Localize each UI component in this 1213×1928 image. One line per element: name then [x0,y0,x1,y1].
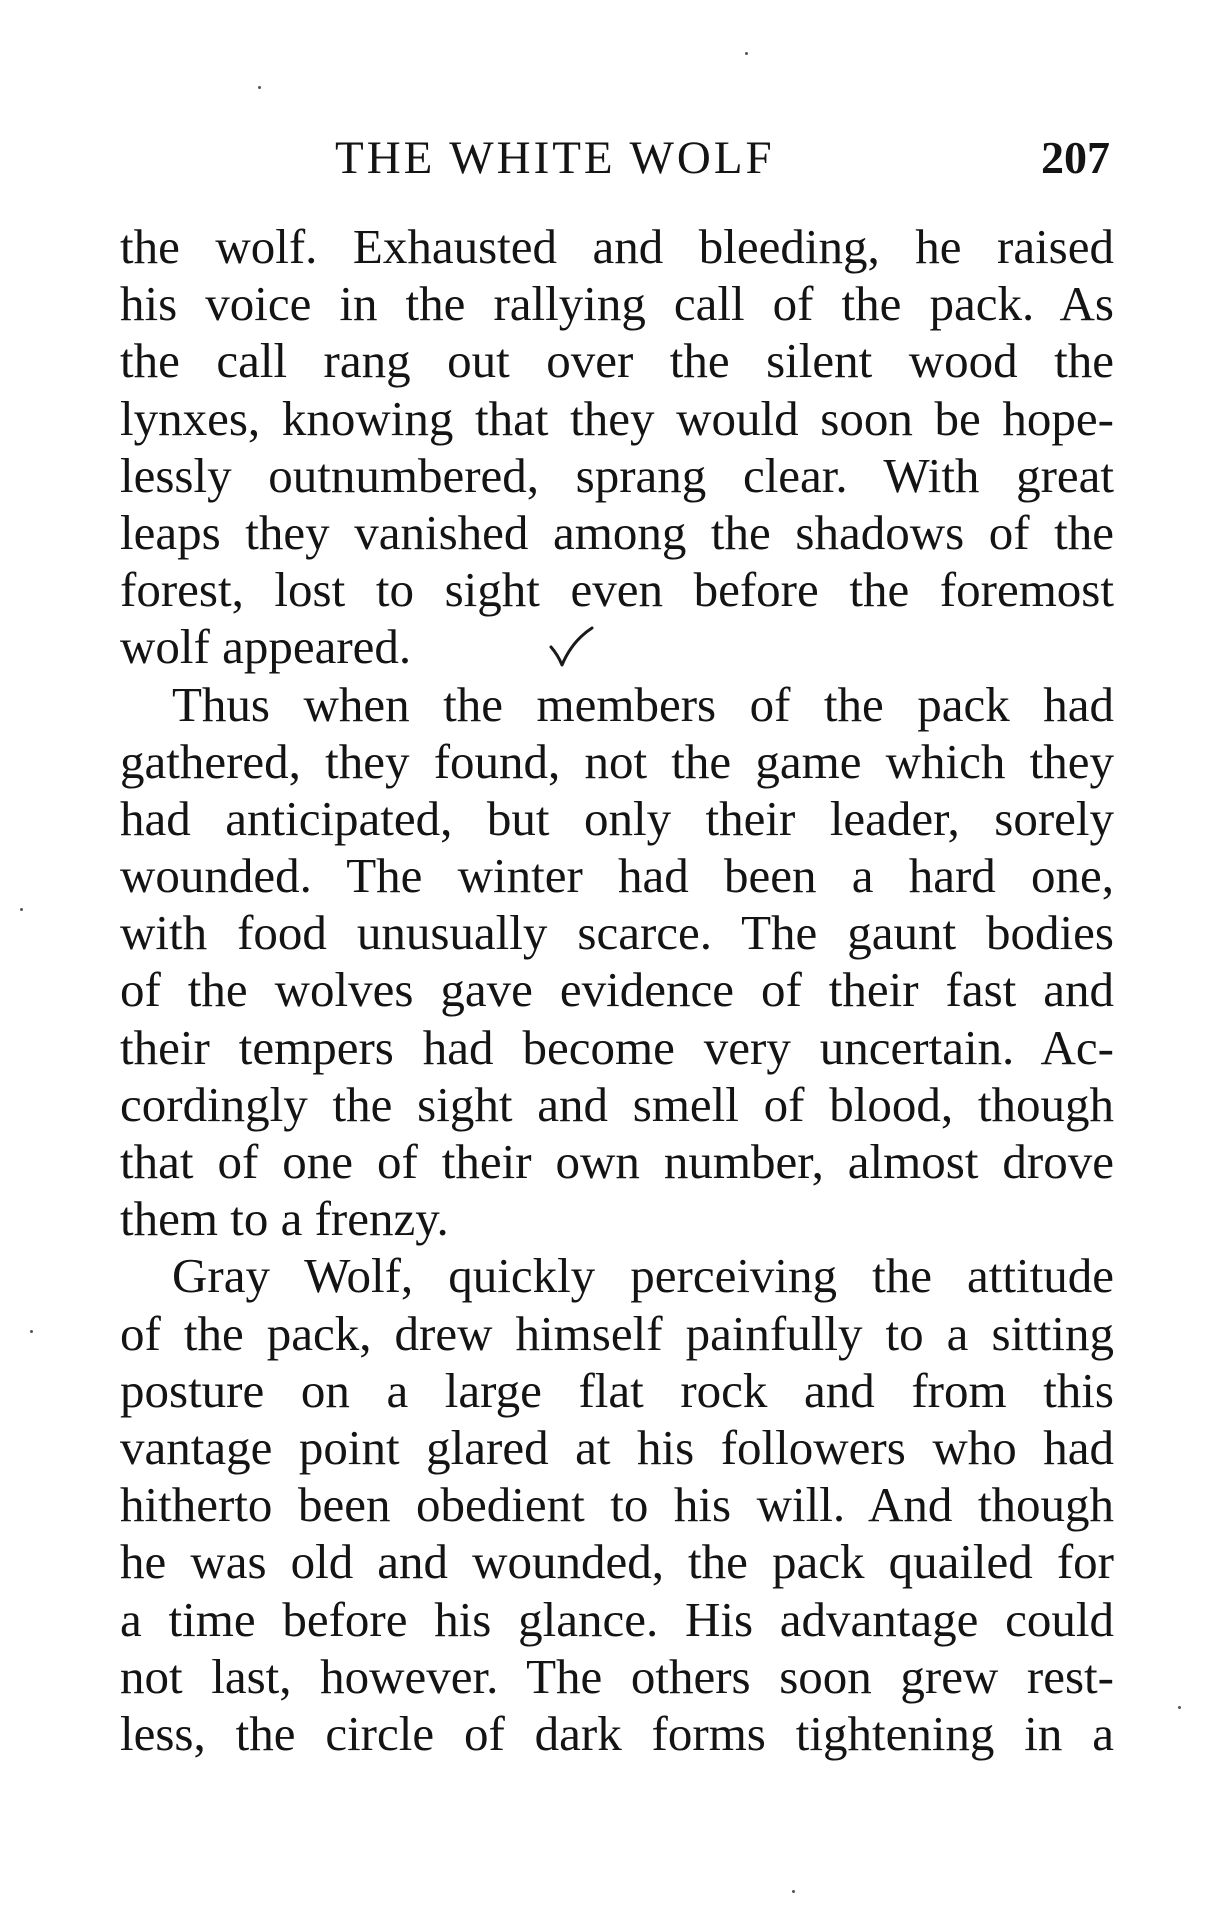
scan-speck [745,52,748,55]
scan-speck [1178,1706,1181,1709]
text-line: the call rang out over the silent wood the [120,333,1114,389]
text-line: leaps they vanished among the shadows of the [120,504,1114,560]
paragraph-3 [120,1247,1114,1762]
scan-speck [792,1890,795,1893]
paragraph-2 [120,676,1114,1248]
scan-speck [20,908,23,911]
text-line: Thus when the members of the pack had [172,676,1114,732]
text-line: of the pack, drew himself painfully to a sitting [120,1305,1114,1361]
text-line: cordingly the sight and smell of blood, though [120,1076,1114,1132]
checkmark-icon [548,625,594,669]
text-line: wolf appeared. [120,619,412,675]
text-line: with food unusually scarce. The gaunt bodies [120,905,1114,961]
scan-speck [258,86,261,89]
text-line: his voice in the rallying call of the pack. As [120,276,1114,332]
paragraph-1 [120,218,1114,676]
text-line: hitherto been obedient to his will. And though [120,1477,1114,1533]
scan-speck [30,1330,33,1333]
text-line: gathered, they found, not the game which they [120,733,1114,789]
text-line: them to a frenzy. [120,1191,449,1247]
text-line: of the wolves gave evidence of their fast and [120,962,1114,1018]
body-text [120,218,1114,1762]
text-line: vantage point glared at his followers who had [120,1419,1114,1475]
text-line: not last, however. The others soon grew rest- [120,1648,1114,1704]
text-line: that of one of their own number, almost drove [120,1134,1114,1189]
page-number: 207 [1041,132,1110,183]
text-line: lessly outnumbered, sprang clear. With great [120,447,1114,503]
running-head [120,128,1110,188]
text-line: posture on a large flat rock and from this [120,1362,1114,1418]
text-line: lynxes, knowing that they would soon be hope- [120,390,1114,446]
text-line: less, the circle of dark forms tightening in a [120,1705,1114,1761]
text-line: had anticipated, but only their leader, sorely [120,790,1114,846]
text-line: wounded. The winter had been a hard one, [120,848,1114,904]
running-title: THE WHITE WOLF [335,132,775,184]
text-line: the wolf. Exhausted and bleeding, he raised [120,219,1114,274]
text-line: a time before his glance. His advantage could [120,1591,1114,1647]
text-line: forest, lost to sight even before the foremost [120,562,1114,618]
text-line: Gray Wolf, quickly perceiving the attitude [172,1248,1114,1304]
text-line: their tempers had become very uncertain. Ac- [120,1019,1114,1075]
text-line: he was old and wounded, the pack quailed for [120,1534,1114,1590]
